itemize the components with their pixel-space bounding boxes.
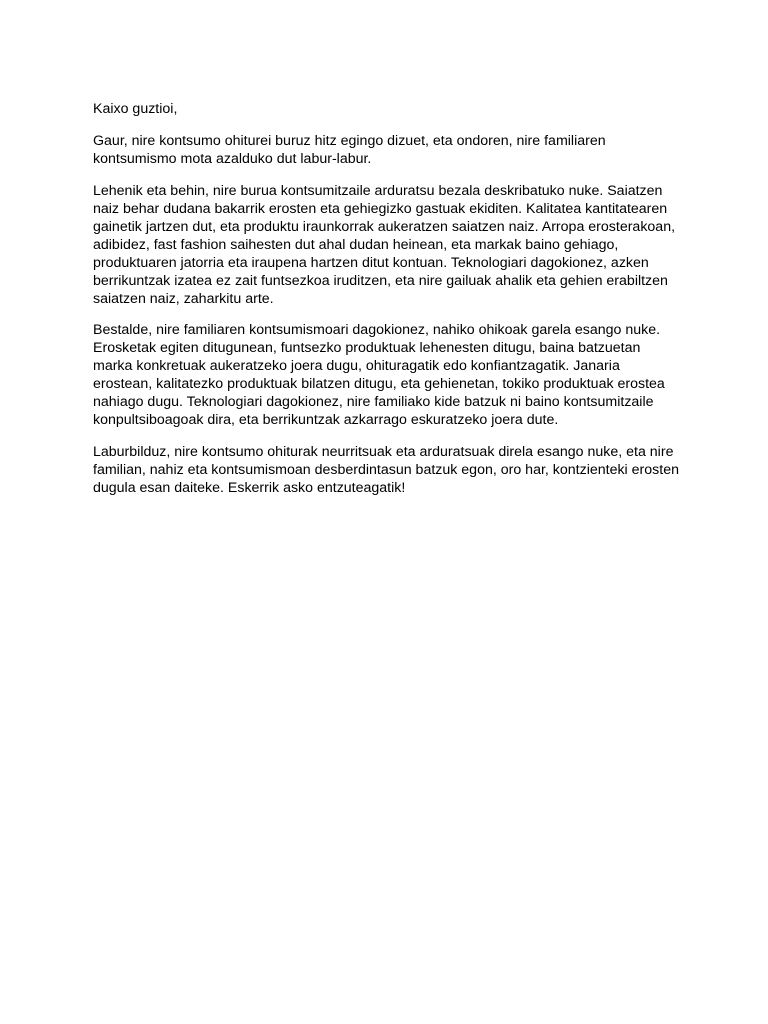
- paragraph-family-habits: Bestalde, nire familiaren kontsumismoari dagokionez, nahiko ohikoak garela esango nuke. Erosketak egiten ditugunean, funtsezko produktuak lehenesten ditugu, baina batzuetan marka konkretuak aukeratzeko joera dugu, ohituragatik edo konfiantzagatik. Janaria erostean, kalitatezko produktuak bilatzen ditugu, eta gehienetan, tokiko produktuak erostea nahiago dugu. Teknologiari dagokionez, nire familiako kide batzuk ni baino kontsumitzaile konpultsiboagoak dira, eta berrikuntzak azkarrago eskuratzeko joera dute.: [93, 322, 665, 429]
- paragraph-personal-habits: Lehenik eta behin, nire burua kontsumitzaile arduratsu bezala deskribatuko nuke. Saiatzen naiz behar dudana bakarrik erosten eta gehiegizko gastuak ekiditen. Kalitatea kantitatearen gainetik jartzen dut, eta produktu iraunkorrak aukeratzen saiatzen naiz. Arropa erosterakoan, adibidez, fast fashion saihesten dut ahal dudan heinean, eta markak baino gehiago, produktuaren jatorria eta iraupena hartzen ditut kontuan. Teknologiari dagokionez, azken berrikuntzak izatea ez zait funtsezkoa iruditzen, eta nire gailuak ahalik eta gehien erabiltzen saiatzen naiz, zaharkitu arte.: [93, 182, 676, 307]
- paragraph-conclusion: Laburbilduz, nire kontsumo ohiturak neurritsuak eta arduratsuak direla esango nuke, eta nire familian, nahiz eta kontsumismoan desberdintasun batzuk egon, oro har, kontzienteki erosten dugula esan daiteke. Eskerrik asko entzuteagatik!: [93, 444, 679, 497]
- greeting: Kaixo guztioi,: [93, 101, 178, 117]
- paragraph-intro: Gaur, nire kontsumo ohiturei buruz hitz egingo dizuet, eta ondoren, nire familiaren kontsumismo mota azalduko dut labur-labur.: [93, 132, 606, 167]
- document-body: [93, 100, 681, 511]
